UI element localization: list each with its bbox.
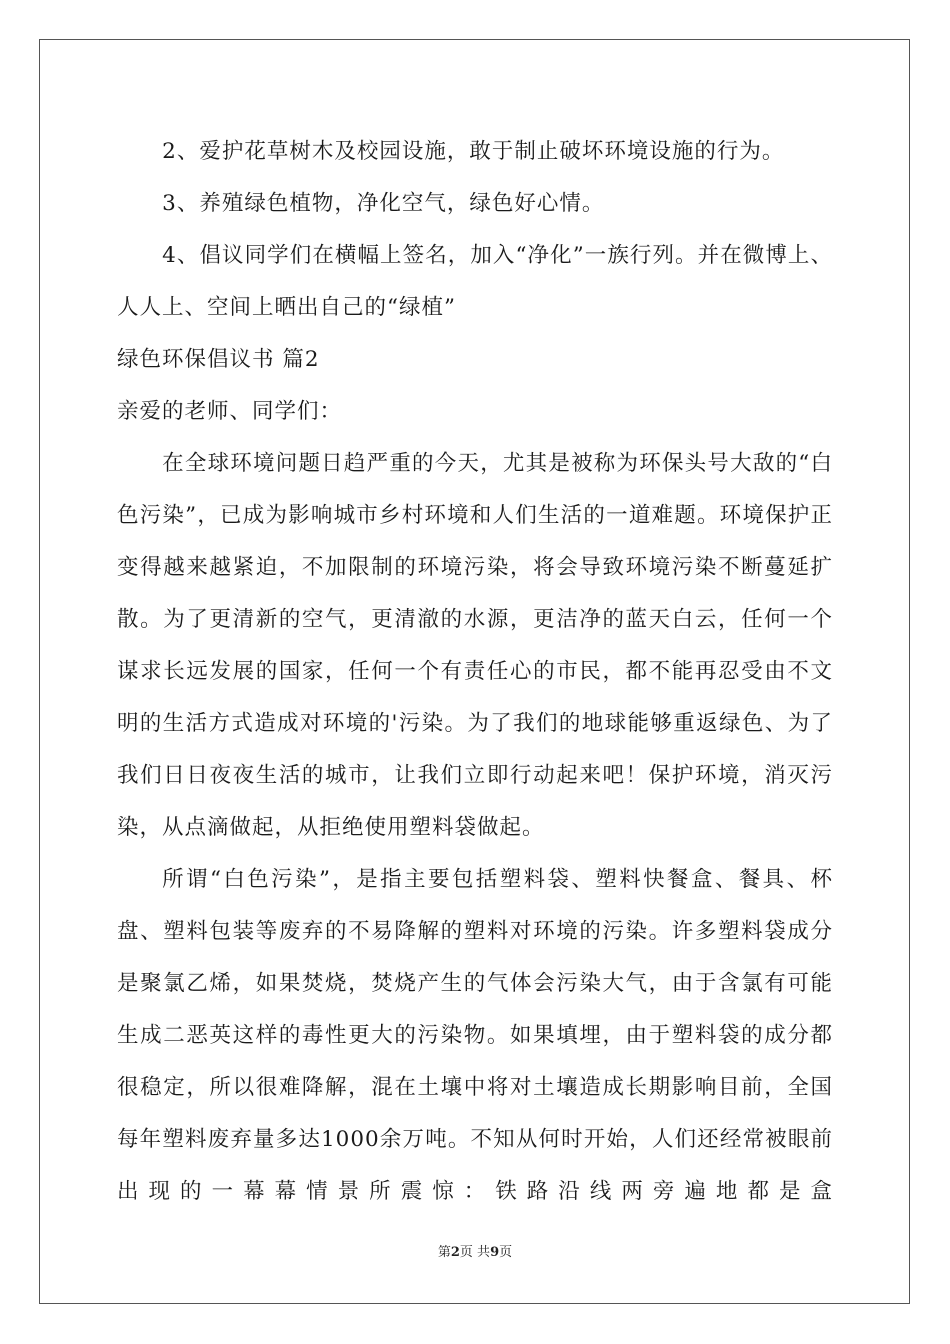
footer-current-page: 2 — [450, 1245, 460, 1260]
document-body — [117, 126, 833, 1218]
paragraph: 4、倡议同学们在横幅上签名，加入“净化”一族行列。并在微博上、人人上、空间上晒出自己的“绿植” — [117, 243, 833, 320]
footer-prefix: 第 — [437, 1245, 451, 1260]
footer-mid: 页 共 — [459, 1245, 491, 1260]
paragraph: 在全球环境问题日趋严重的今天，尤其是被称为环保头号大敌的“白色污染”，已成为影响城市乡村环境和人们生活的一道难题。环境保护正变得越来越紧迫，不加限制的环境污染，将会导致环境污染不断蔓延扩散。为了更清新的空气，更清澈的水源，更洁净的蓝天白云，任何一个谋求长远发展的国家，任何一个有责任心的市民，都不能再忍受由不文明的生活方式造成对环境的'污染。为了我们的地球能够重返绿色、为了我们日日夜夜生活的城市，让我们立即行动起来吧！保护环境，消灭污染，从点滴做起，从拒绝使用塑料袋做起。 — [117, 451, 833, 840]
footer-total-pages: 9 — [490, 1245, 500, 1260]
page-footer — [0, 1244, 950, 1262]
paragraph: 3、养殖绿色植物，净化空气，绿色好心情。 — [162, 191, 605, 216]
paragraph: 2、爱护花草树木及校园设施，敢于制止破坏环境设施的行为。 — [162, 139, 785, 164]
footer-suffix: 页 — [499, 1245, 513, 1260]
section-heading: 绿色环保倡议书 篇2 — [117, 347, 320, 372]
salutation: 亲爱的老师、同学们： — [117, 399, 343, 424]
paragraph: 所谓“白色污染”，是指主要包括塑料袋、塑料快餐盒、餐具、杯盘、塑料包装等废弃的不易降解的塑料对环境的污染。许多塑料袋成分是聚氯乙烯，如果焚烧，焚烧产生的气体会污染大气，由于含氯有可能生成二恶英这样的毒性更大的污染物。如果填埋，由于塑料袋的成分都很稳定，所以很难降解，混在土壤中将对土壤造成长期影响目前，全国每年塑料废弃量多达1000余万吨。不知从何时开始，人们还经常被眼前出现的一幕幕情景所震惊：铁路沿线两旁遍地都是盒 — [117, 867, 833, 1204]
